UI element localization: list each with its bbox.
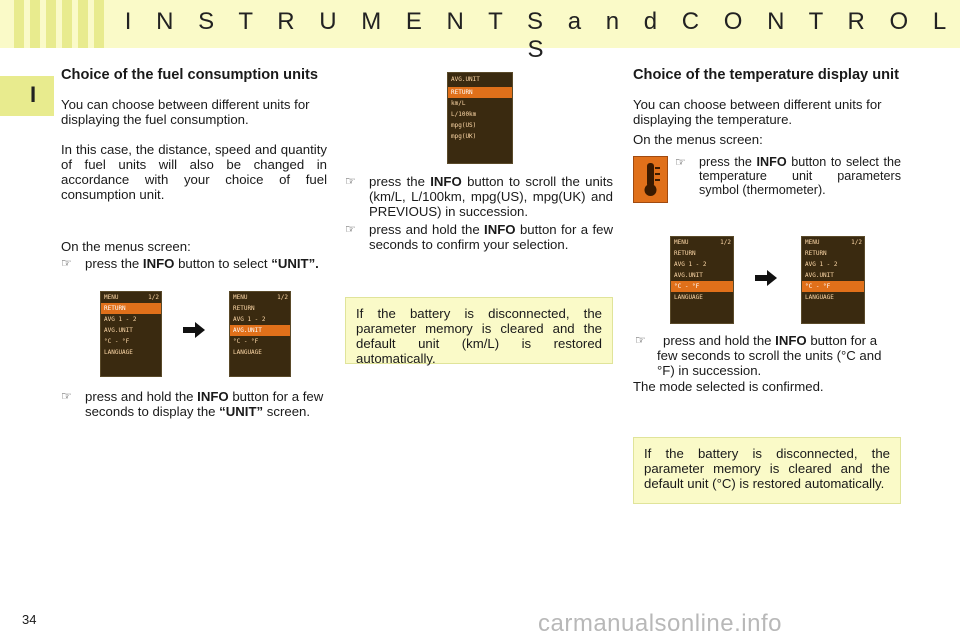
text: press and hold the	[369, 222, 485, 237]
text: button for a few seconds to display the	[85, 389, 324, 419]
screen-row: °C - °F	[671, 281, 733, 292]
text: screen.	[263, 404, 311, 419]
watermark: carmanualsonline.info	[538, 610, 782, 637]
page-number: 34	[22, 612, 37, 627]
screen-row: RETURN	[805, 250, 827, 257]
left-column	[61, 67, 327, 271]
screen-row: °C - °F	[233, 338, 259, 345]
header-stripe	[62, 0, 72, 48]
screen-title: AVG.UNIT	[451, 76, 480, 83]
menu-screen-before	[670, 236, 734, 324]
screen-row: AVG.UNIT	[805, 272, 834, 279]
thermometer-icon	[633, 156, 668, 203]
text: button to select the temperature unit parameters symbol (thermometer).	[699, 155, 901, 197]
list-item	[345, 222, 613, 252]
screen-row: RETURN	[448, 87, 512, 98]
screen-row: LANGUAGE	[674, 294, 703, 301]
header-stripe	[30, 0, 40, 48]
pointing-hand-icon: ☞	[61, 389, 72, 403]
unit-label: “UNIT”.	[271, 256, 319, 271]
unit-label: “UNIT”	[219, 404, 264, 419]
info-label: INFO	[142, 256, 175, 271]
page-title: I N S T R U M E N T S a n d C O N T R O L S	[124, 8, 956, 63]
text: press and hold the	[663, 333, 776, 348]
unit-screen	[447, 72, 513, 164]
battery-note: If the battery is disconnected, the parameter memory is cleared and the default unit (°C) is restored automatically.	[633, 437, 901, 504]
middle-column	[345, 174, 613, 252]
screen-row: AVG.UNIT	[230, 325, 290, 336]
text: button to select	[174, 256, 272, 271]
pointing-hand-icon: ☞	[61, 256, 72, 270]
screen-row: AVG.UNIT	[104, 327, 133, 334]
screen-row: AVG 1 - 2	[674, 261, 707, 268]
screen-title: MENU 1/2	[104, 294, 159, 301]
info-label: INFO	[430, 174, 462, 189]
battery-note: If the battery is disconnected, the parameter memory is cleared and the default unit (km/L) is restored automatically.	[345, 297, 613, 364]
pointing-hand-icon: ☞	[675, 155, 686, 169]
screen-row: LANGUAGE	[805, 294, 834, 301]
screen-row: km/L	[451, 100, 466, 107]
screen-row: LANGUAGE	[104, 349, 133, 356]
menu-screen-after	[801, 236, 865, 324]
list-item	[61, 256, 327, 271]
menus-screen-text: On the menus screen:	[633, 132, 763, 147]
screen-row: AVG 1 - 2	[233, 316, 266, 323]
screen-row: RETURN	[674, 250, 696, 257]
list-item	[61, 389, 327, 419]
temperature-intro: You can choose between different units for displaying the temperature.	[633, 97, 882, 127]
text: button for a few seconds to scroll the units (°C and °F) in succession.	[657, 333, 882, 378]
menus-screen-text: On the menus screen:	[61, 239, 191, 254]
temperature-heading: Choice of the temperature display unit	[633, 67, 899, 83]
info-label: INFO	[197, 389, 229, 404]
fuel-heading: Choice of the fuel consumption units	[61, 67, 319, 83]
screen-row: °C - °F	[104, 338, 130, 345]
info-label: INFO	[484, 222, 516, 237]
screen-title: MENU 1/2	[674, 239, 731, 246]
list-item	[675, 155, 901, 197]
screen-row: LANGUAGE	[233, 349, 262, 356]
list-item	[345, 174, 613, 219]
screen-row: AVG 1 - 2	[104, 316, 137, 323]
text: press the	[369, 174, 431, 189]
screen-row: mpg(US)	[451, 122, 477, 129]
mode-confirmed-text: The mode selected is confirmed.	[633, 379, 824, 394]
section-tab-label: I	[30, 82, 37, 107]
header-stripe	[78, 0, 88, 48]
arrow-right-icon	[755, 270, 777, 286]
section-tab	[0, 76, 54, 116]
info-label: INFO	[756, 155, 787, 169]
screen-row: RETURN	[233, 305, 255, 312]
pointing-hand-icon: ☞	[345, 222, 356, 236]
pointing-hand-icon: ☞	[345, 174, 356, 188]
text: button to scroll the units (km/L, L/100km, mpg(US), mpg(UK) and PREVIOUS) in succession.	[369, 174, 613, 219]
text: press the	[699, 155, 757, 169]
header-bar	[0, 0, 960, 63]
screen-row: mpg(UK)	[451, 133, 477, 140]
screen-row: AVG.UNIT	[674, 272, 703, 279]
menu-screen-after	[229, 291, 291, 377]
text: press the	[85, 256, 143, 271]
pointing-hand-icon: ☞	[635, 333, 646, 347]
info-label: INFO	[775, 333, 807, 348]
screen-row: RETURN	[101, 303, 161, 314]
text: press and hold the	[85, 389, 198, 404]
screen-row: °C - °F	[802, 281, 864, 292]
screen-title: MENU 1/2	[233, 294, 288, 301]
right-bullet-1	[675, 155, 901, 197]
screen-row: L/100km	[451, 111, 477, 118]
right-column	[633, 67, 901, 147]
header-stripe	[94, 0, 104, 48]
screen-title: MENU 1/2	[805, 239, 862, 246]
text: button for a few seconds to confirm your selection.	[369, 222, 613, 252]
fuel-paragraph: In this case, the distance, speed and quantity of fuel units will also be changed in accordance with your choice of fuel consumption unit.	[61, 142, 327, 202]
menu-screen-before	[100, 291, 162, 377]
header-stripe	[46, 0, 56, 48]
screen-row: AVG 1 - 2	[805, 261, 838, 268]
fuel-intro: You can choose between different units for displaying the fuel consumption.	[61, 97, 310, 127]
arrow-right-icon	[183, 322, 205, 338]
list-item	[633, 333, 901, 378]
header-stripe	[14, 0, 24, 48]
left-column-lower	[61, 389, 327, 419]
right-column-lower	[633, 333, 901, 394]
